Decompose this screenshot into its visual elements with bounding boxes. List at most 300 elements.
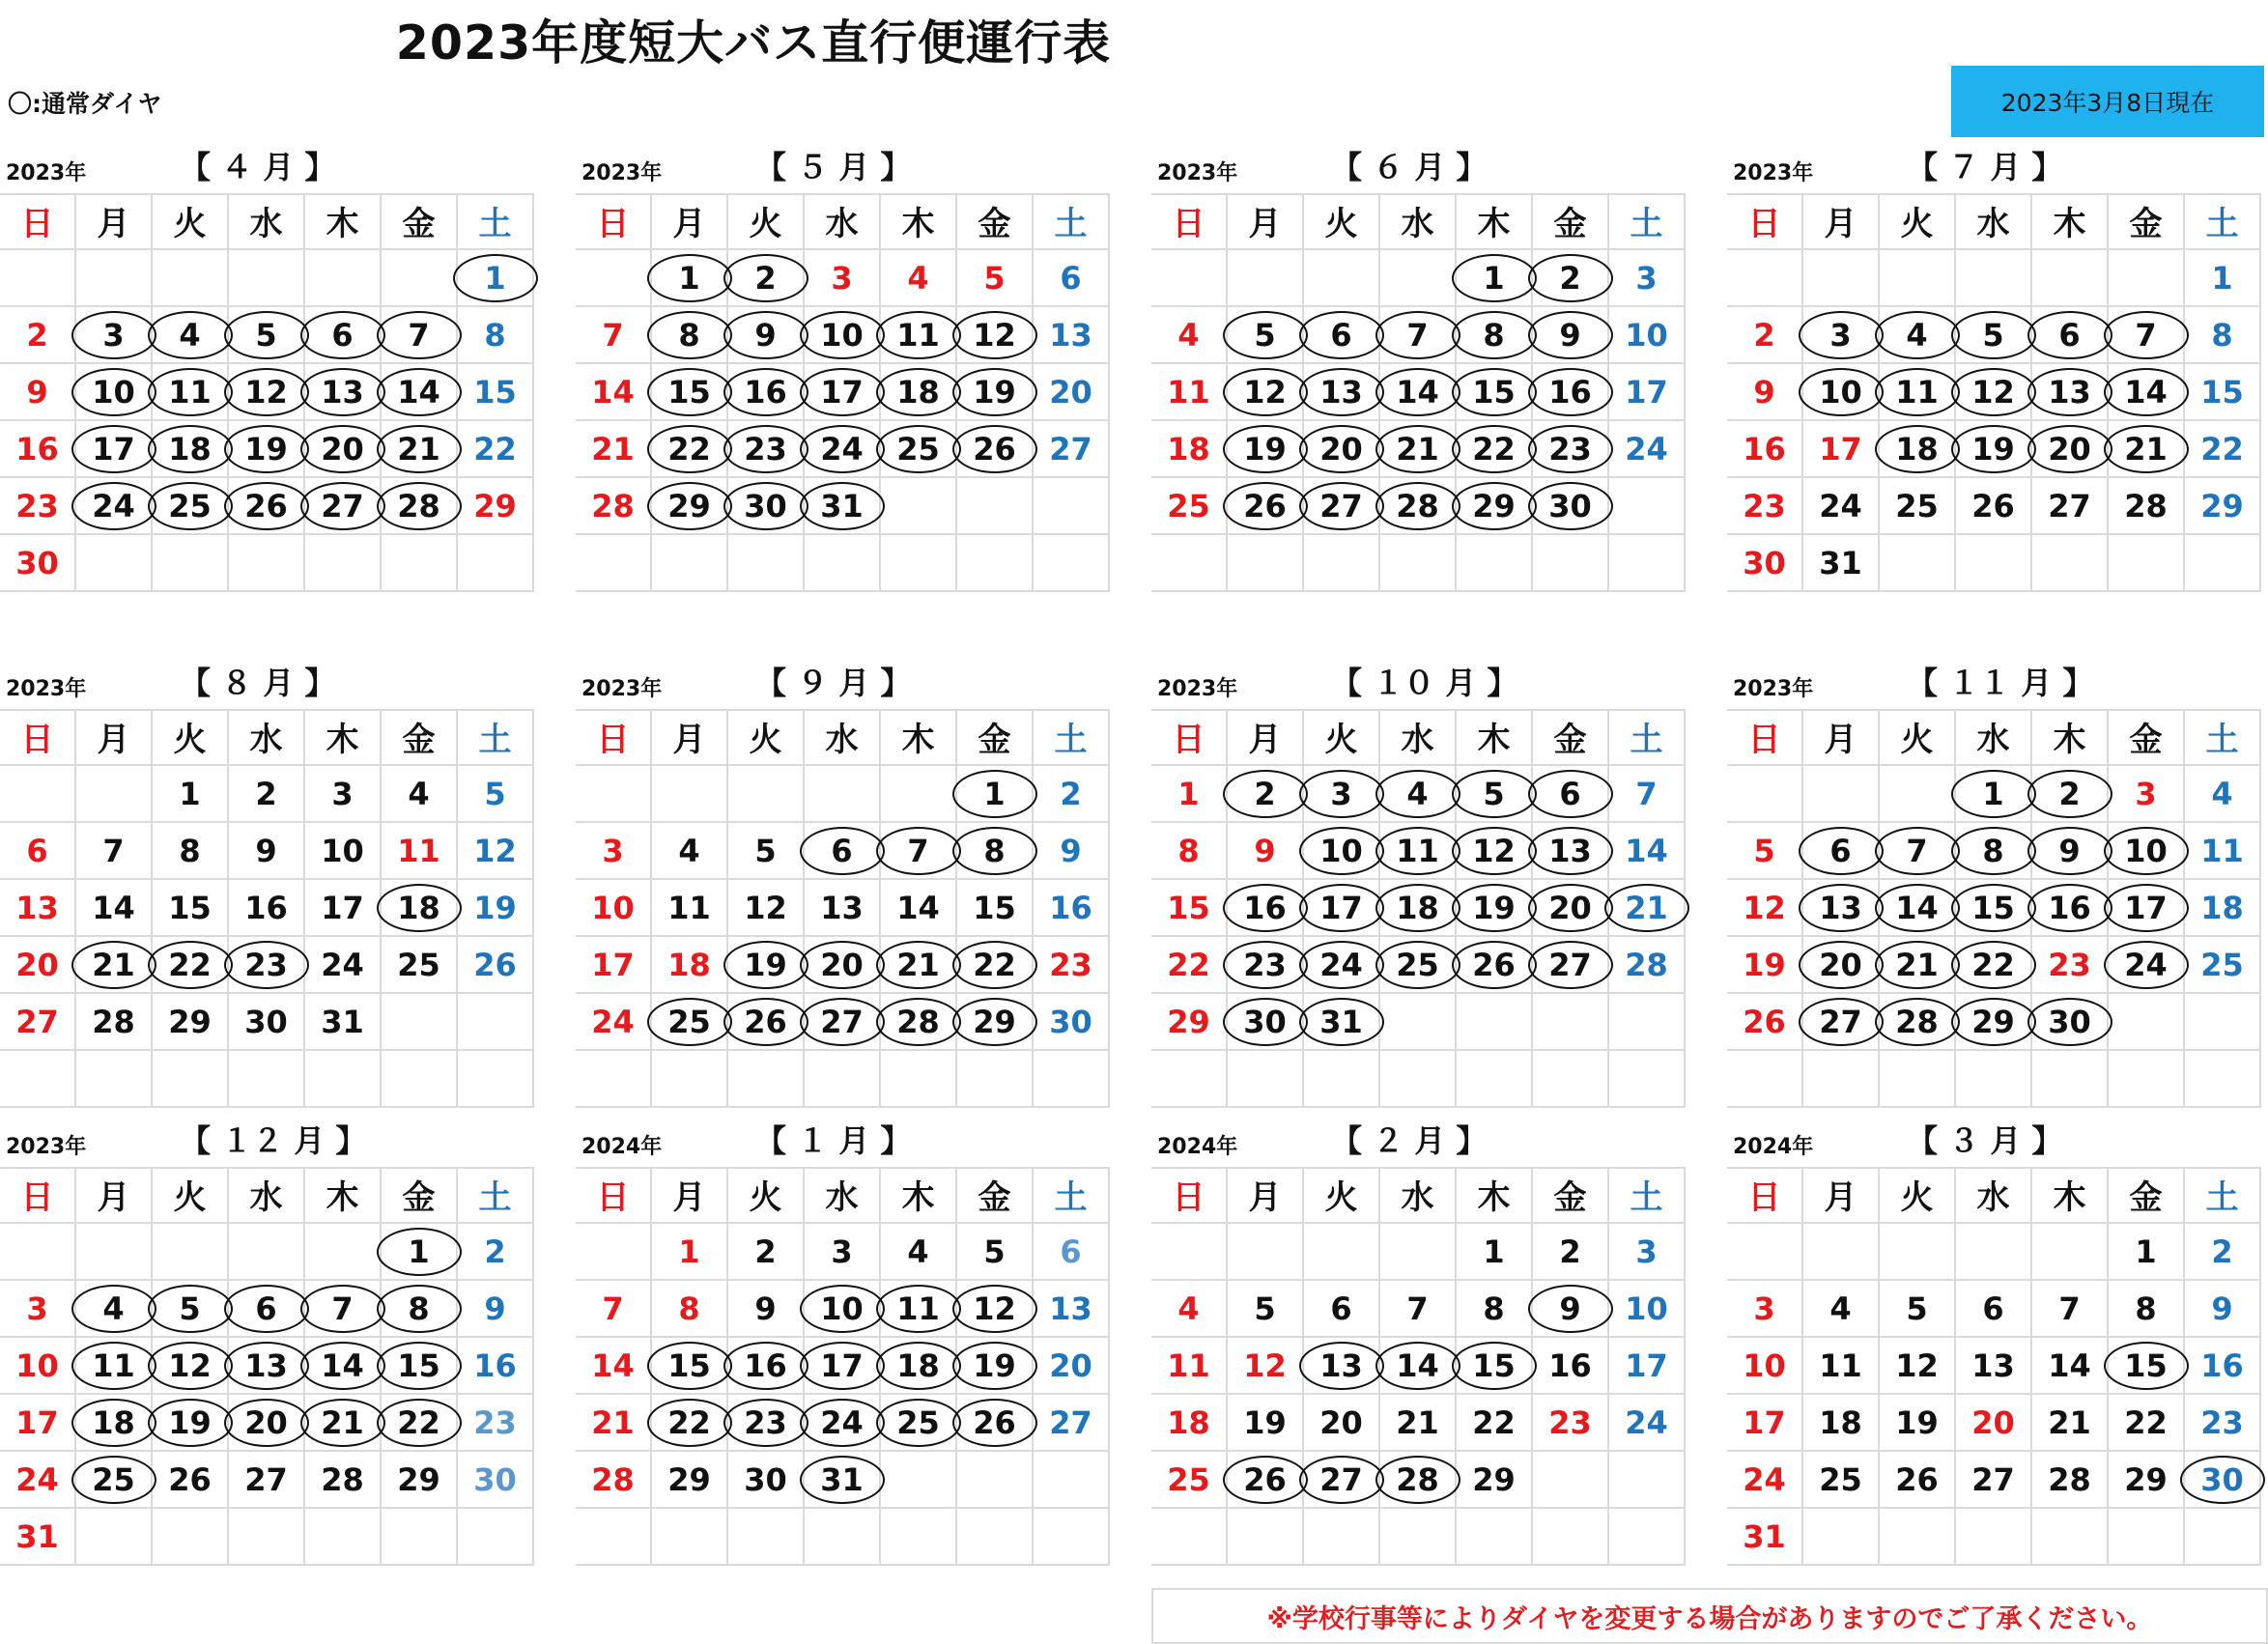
weekday-header: 火 xyxy=(1880,193,1956,250)
day-number: 2 xyxy=(1559,259,1581,297)
day-number: 1 xyxy=(2135,1233,2157,1270)
day-number: 16 xyxy=(744,1346,787,1384)
day-number: 20 xyxy=(1548,889,1592,926)
calendar-day xyxy=(0,823,76,880)
calendar-day xyxy=(1956,1452,2032,1509)
empty-day-cell xyxy=(76,1051,153,1108)
day-number: 18 xyxy=(1396,889,1439,926)
calendar-day xyxy=(1228,1395,1304,1452)
calendar-day xyxy=(1727,1452,1803,1509)
calendar-day xyxy=(576,478,652,535)
calendar-day xyxy=(881,364,957,421)
weekday-header: 月 xyxy=(76,709,153,766)
day-number: 13 xyxy=(321,373,364,411)
day-number: 10 xyxy=(1625,316,1668,354)
day-number: 10 xyxy=(1625,1290,1668,1327)
calendar-day xyxy=(2032,478,2109,535)
weekday-header: 土 xyxy=(1034,193,1110,250)
month-year: 2023年 xyxy=(1157,677,1238,701)
calendar-day xyxy=(1956,307,2032,364)
day-number: 1 xyxy=(408,1233,430,1270)
calendar-day xyxy=(881,1281,957,1338)
empty-day-cell xyxy=(1151,1224,1228,1281)
day-number: 22 xyxy=(1472,430,1516,468)
calendar-day xyxy=(1228,994,1304,1051)
day-number: 15 xyxy=(1472,373,1516,411)
day-number: 25 xyxy=(2200,946,2244,983)
empty-day-cell xyxy=(76,1224,153,1281)
month-day-grid xyxy=(1151,1167,1686,1566)
calendar-day xyxy=(1956,1338,2032,1395)
page-title: 2023年度短大バス直行便運行表 xyxy=(395,15,1112,71)
calendar-day xyxy=(2109,1395,2185,1452)
day-number: 26 xyxy=(1243,487,1287,524)
day-number: 16 xyxy=(473,1346,517,1384)
day-number: 21 xyxy=(591,430,635,468)
weekday-header: 日 xyxy=(0,193,76,250)
day-number: 21 xyxy=(92,946,135,983)
month-year: 2024年 xyxy=(1157,1135,1238,1159)
empty-day-cell xyxy=(458,535,534,592)
day-number: 25 xyxy=(1396,946,1439,983)
weekday-header: 月 xyxy=(76,193,153,250)
day-number: 7 xyxy=(2058,1290,2081,1327)
day-number: 21 xyxy=(591,1403,635,1441)
weekday-header: 水 xyxy=(229,709,305,766)
day-number: 30 xyxy=(1243,1003,1287,1040)
calendar-day xyxy=(1228,364,1304,421)
day-number: 30 xyxy=(244,1003,288,1040)
day-number: 13 xyxy=(1049,316,1092,354)
day-number: 29 xyxy=(397,1460,440,1498)
calendar-day xyxy=(1609,766,1686,823)
calendar-day xyxy=(1228,766,1304,823)
month-year: 2023年 xyxy=(1157,161,1238,185)
day-number: 23 xyxy=(1548,430,1592,468)
day-number: 3 xyxy=(1753,1290,1775,1327)
weekday-header: 金 xyxy=(2109,193,2185,250)
calendar-day xyxy=(1880,1395,1956,1452)
empty-day-cell xyxy=(1727,1224,1803,1281)
day-number: 11 xyxy=(397,832,440,869)
empty-day-cell xyxy=(1880,766,1956,823)
calendar-day xyxy=(576,1281,652,1338)
calendar-day xyxy=(2109,478,2185,535)
calendar-day xyxy=(229,421,305,478)
day-number: 29 xyxy=(667,1460,711,1498)
calendar-day xyxy=(1533,478,1609,535)
calendar-day xyxy=(1151,1452,1228,1509)
month-name: 【 １２ 月 】 xyxy=(180,1122,367,1159)
day-number: 10 xyxy=(2124,832,2168,869)
day-number: 12 xyxy=(973,1290,1016,1327)
calendar-day xyxy=(1803,823,1880,880)
day-number: 27 xyxy=(1819,1003,1862,1040)
day-number: 26 xyxy=(244,487,288,524)
day-number: 15 xyxy=(168,889,212,926)
day-number: 9 xyxy=(1753,373,1775,411)
day-number: 17 xyxy=(321,889,364,926)
empty-day-cell xyxy=(2185,1509,2261,1566)
day-number: 5 xyxy=(1753,832,1775,869)
month-name: 【 ６ 月 】 xyxy=(1331,149,1488,185)
day-number: 1 xyxy=(1177,775,1200,812)
calendar-day xyxy=(76,1395,153,1452)
day-number: 22 xyxy=(1167,946,1210,983)
weekday-header: 月 xyxy=(652,193,728,250)
month-header xyxy=(1151,1109,1686,1169)
calendar-day xyxy=(305,307,382,364)
day-number: 28 xyxy=(397,487,440,524)
empty-day-cell xyxy=(229,1051,305,1108)
day-number: 21 xyxy=(1895,946,1939,983)
calendar-day xyxy=(1880,307,1956,364)
empty-day-cell xyxy=(805,535,881,592)
calendar-day xyxy=(1956,421,2032,478)
calendar-day xyxy=(805,1338,881,1395)
day-number: 15 xyxy=(667,1346,711,1384)
day-number: 15 xyxy=(473,373,517,411)
day-number: 9 xyxy=(2058,832,2081,869)
day-number: 12 xyxy=(973,316,1016,354)
calendar-day xyxy=(1034,1338,1110,1395)
day-number: 22 xyxy=(1971,946,2015,983)
weekday-header: 木 xyxy=(2032,709,2109,766)
day-number: 3 xyxy=(831,259,853,297)
calendar-day xyxy=(728,478,805,535)
month-name: 【 １ 月 】 xyxy=(755,1122,912,1159)
weekday-header: 日 xyxy=(576,1167,652,1224)
empty-day-cell xyxy=(1034,1051,1110,1108)
day-number: 28 xyxy=(2124,487,2168,524)
day-number: 11 xyxy=(1895,373,1939,411)
empty-day-cell xyxy=(1380,535,1457,592)
weekday-header: 火 xyxy=(1880,709,1956,766)
calendar-day xyxy=(76,937,153,994)
calendar-day xyxy=(2032,823,2109,880)
empty-day-cell xyxy=(1380,1509,1457,1566)
empty-day-cell xyxy=(76,1509,153,1566)
empty-day-cell xyxy=(1609,535,1686,592)
calendar-day xyxy=(1727,1281,1803,1338)
day-number: 27 xyxy=(1049,1403,1092,1441)
calendar-day xyxy=(1380,880,1457,937)
day-number: 22 xyxy=(2200,430,2244,468)
calendar-day xyxy=(2185,307,2261,364)
day-number: 11 xyxy=(1167,373,1210,411)
calendar-day xyxy=(229,880,305,937)
day-number: 16 xyxy=(244,889,288,926)
day-number: 5 xyxy=(1982,316,2004,354)
day-number: 28 xyxy=(896,1003,940,1040)
weekday-header: 金 xyxy=(382,709,458,766)
day-number: 8 xyxy=(2135,1290,2157,1327)
day-number: 22 xyxy=(667,430,711,468)
day-number: 20 xyxy=(1049,1346,1092,1384)
day-number: 8 xyxy=(1483,1290,1505,1327)
day-number: 17 xyxy=(1625,373,1668,411)
empty-day-cell xyxy=(2032,1224,2109,1281)
calendar-day xyxy=(805,1224,881,1281)
calendar-day xyxy=(1034,823,1110,880)
day-number: 27 xyxy=(1319,487,1363,524)
day-number: 14 xyxy=(1396,1346,1439,1384)
calendar-day xyxy=(153,307,229,364)
calendar-day xyxy=(0,994,76,1051)
day-number: 11 xyxy=(896,1290,940,1327)
empty-day-cell xyxy=(458,1051,534,1108)
weekday-header: 土 xyxy=(1609,709,1686,766)
calendar-day xyxy=(153,421,229,478)
calendar-day xyxy=(881,880,957,937)
calendar-day xyxy=(728,307,805,364)
calendar-day xyxy=(229,1395,305,1452)
calendar-day xyxy=(1956,994,2032,1051)
day-number: 27 xyxy=(15,1003,59,1040)
calendar-day xyxy=(1880,937,1956,994)
empty-day-cell xyxy=(1380,1051,1457,1108)
day-number: 9 xyxy=(1559,1290,1581,1327)
empty-day-cell xyxy=(652,1509,728,1566)
empty-day-cell xyxy=(1457,1509,1533,1566)
calendar-day xyxy=(2185,823,2261,880)
calendar-day xyxy=(881,250,957,307)
empty-day-cell xyxy=(1457,994,1533,1051)
calendar-day xyxy=(382,766,458,823)
day-number: 5 xyxy=(1906,1290,1928,1327)
weekday-header: 水 xyxy=(805,1167,881,1224)
day-number: 18 xyxy=(896,373,940,411)
calendar-day xyxy=(881,1338,957,1395)
calendar-day xyxy=(2109,823,2185,880)
calendar-day xyxy=(957,880,1034,937)
day-number: 23 xyxy=(1548,1403,1592,1441)
month-header xyxy=(0,1109,534,1169)
month-day-grid xyxy=(1151,709,1686,1108)
day-number: 10 xyxy=(92,373,135,411)
calendar-day xyxy=(1803,1338,1880,1395)
day-number: 14 xyxy=(591,373,635,411)
day-number: 31 xyxy=(1819,544,1862,581)
calendar-day xyxy=(1151,421,1228,478)
day-number: 25 xyxy=(1167,487,1210,524)
calendar-day xyxy=(76,364,153,421)
calendar-day xyxy=(2032,421,2109,478)
month-name: 【 １１ 月 】 xyxy=(1907,665,2094,701)
calendar-day xyxy=(0,364,76,421)
month-day-grid xyxy=(1151,193,1686,592)
calendar-day xyxy=(382,1224,458,1281)
day-number: 23 xyxy=(244,946,288,983)
calendar-day xyxy=(458,364,534,421)
calendar-day xyxy=(1457,307,1533,364)
calendar-day xyxy=(1304,421,1380,478)
day-number: 13 xyxy=(1548,832,1592,869)
day-number: 20 xyxy=(820,946,864,983)
empty-day-cell xyxy=(1533,535,1609,592)
day-number: 29 xyxy=(473,487,517,524)
calendar-day xyxy=(458,823,534,880)
day-number: 15 xyxy=(2200,373,2244,411)
month-calendar xyxy=(1151,1109,1686,1623)
day-number: 15 xyxy=(973,889,1016,926)
empty-day-cell xyxy=(2032,1509,2109,1566)
calendar-day xyxy=(805,937,881,994)
calendar-day xyxy=(76,880,153,937)
day-number: 10 xyxy=(820,1290,864,1327)
empty-day-cell xyxy=(881,478,957,535)
calendar-day xyxy=(1956,364,2032,421)
calendar-day xyxy=(1151,1338,1228,1395)
legend-text: 〇:通常ダイヤ xyxy=(8,90,162,118)
calendar-day xyxy=(1956,1395,2032,1452)
calendar-day xyxy=(1380,478,1457,535)
day-number: 24 xyxy=(1625,1403,1668,1441)
day-number: 3 xyxy=(1330,775,1352,812)
day-number: 1 xyxy=(983,775,1006,812)
calendar-day xyxy=(2032,937,2109,994)
day-number: 7 xyxy=(1906,832,1928,869)
day-number: 19 xyxy=(1472,889,1516,926)
calendar-day xyxy=(0,1281,76,1338)
empty-day-cell xyxy=(1034,1452,1110,1509)
empty-day-cell xyxy=(881,535,957,592)
month-year: 2024年 xyxy=(1733,1135,1814,1159)
calendar-day xyxy=(153,1281,229,1338)
day-number: 21 xyxy=(2048,1403,2091,1441)
day-number: 31 xyxy=(15,1517,59,1555)
calendar-day xyxy=(1727,1395,1803,1452)
weekday-header: 月 xyxy=(1803,709,1880,766)
month-name: 【 ３ 月 】 xyxy=(1907,1122,2063,1159)
calendar-day xyxy=(2185,364,2261,421)
empty-day-cell xyxy=(382,535,458,592)
day-number: 16 xyxy=(1243,889,1287,926)
day-number: 20 xyxy=(1319,430,1363,468)
day-number: 19 xyxy=(168,1403,212,1441)
day-number: 19 xyxy=(473,889,517,926)
calendar-day xyxy=(1609,1224,1686,1281)
calendar-day xyxy=(305,937,382,994)
calendar-day xyxy=(1727,937,1803,994)
day-number: 7 xyxy=(2135,316,2157,354)
day-number: 1 xyxy=(1483,259,1505,297)
calendar-day xyxy=(1880,364,1956,421)
month-day-grid xyxy=(1727,193,2261,592)
month-day-grid xyxy=(0,193,534,592)
day-number: 15 xyxy=(1472,1346,1516,1384)
day-number: 9 xyxy=(754,316,777,354)
empty-day-cell xyxy=(1803,250,1880,307)
day-number: 21 xyxy=(896,946,940,983)
month-calendar xyxy=(576,135,1110,649)
calendar-day xyxy=(652,1281,728,1338)
day-number: 17 xyxy=(1319,889,1363,926)
calendar-day xyxy=(1304,937,1380,994)
calendar-day xyxy=(382,307,458,364)
day-number: 2 xyxy=(1254,775,1276,812)
calendar-day xyxy=(0,421,76,478)
day-number: 4 xyxy=(102,1290,125,1327)
day-number: 7 xyxy=(408,316,430,354)
weekday-header: 火 xyxy=(1880,1167,1956,1224)
day-number: 9 xyxy=(1254,832,1276,869)
calendar-day xyxy=(1727,364,1803,421)
weekday-header: 木 xyxy=(881,1167,957,1224)
calendar-day xyxy=(153,478,229,535)
day-number: 15 xyxy=(1167,889,1210,926)
day-number: 27 xyxy=(1319,1460,1363,1498)
day-number: 17 xyxy=(15,1403,59,1441)
calendar-day xyxy=(153,880,229,937)
empty-day-cell xyxy=(652,1051,728,1108)
day-number: 8 xyxy=(1177,832,1200,869)
empty-day-cell xyxy=(382,994,458,1051)
calendar-day xyxy=(2185,766,2261,823)
day-number: 6 xyxy=(1060,1233,1082,1270)
day-number: 31 xyxy=(321,1003,364,1040)
calendar-day xyxy=(76,1452,153,1509)
day-number: 5 xyxy=(484,775,506,812)
calendar-day xyxy=(1533,364,1609,421)
calendar-day xyxy=(957,250,1034,307)
day-number: 17 xyxy=(820,1346,864,1384)
month-header xyxy=(1151,651,1686,711)
calendar-day xyxy=(1457,937,1533,994)
empty-day-cell xyxy=(576,766,652,823)
weekday-header: 火 xyxy=(153,193,229,250)
calendar-day xyxy=(2185,1338,2261,1395)
calendar-day xyxy=(1457,364,1533,421)
month-name: 【 ２ 月 】 xyxy=(1331,1122,1488,1159)
day-number: 29 xyxy=(2200,487,2244,524)
calendar-day xyxy=(1228,1452,1304,1509)
weekday-header: 日 xyxy=(576,193,652,250)
day-number: 3 xyxy=(2135,775,2157,812)
footer-note: ※学校行事等によりダイヤを変更する場合がありますのでご了承ください。 xyxy=(1151,1588,2268,1644)
calendar-day xyxy=(652,1338,728,1395)
month-calendar xyxy=(576,1109,1110,1623)
empty-day-cell xyxy=(1034,535,1110,592)
day-number: 2 xyxy=(484,1233,506,1270)
month-day-grid xyxy=(0,709,534,1108)
calendar-day xyxy=(1228,478,1304,535)
day-number: 18 xyxy=(1167,430,1210,468)
weekday-header: 土 xyxy=(2185,709,2261,766)
calendar-day xyxy=(2032,1452,2109,1509)
calendar-day xyxy=(1228,937,1304,994)
empty-day-cell xyxy=(2032,535,2109,592)
day-number: 9 xyxy=(26,373,48,411)
day-number: 20 xyxy=(244,1403,288,1441)
weekday-header: 火 xyxy=(1304,709,1380,766)
calendar-day xyxy=(957,1338,1034,1395)
day-number: 20 xyxy=(1971,1403,2015,1441)
calendar-day xyxy=(728,1281,805,1338)
weekday-header: 土 xyxy=(2185,1167,2261,1224)
calendar-day xyxy=(1609,823,1686,880)
empty-day-cell xyxy=(1380,250,1457,307)
empty-day-cell xyxy=(805,1051,881,1108)
empty-day-cell xyxy=(76,766,153,823)
empty-day-cell xyxy=(1609,1452,1686,1509)
day-number: 31 xyxy=(1319,1003,1363,1040)
calendar-day xyxy=(76,421,153,478)
calendar-day xyxy=(1880,1452,1956,1509)
weekday-header: 金 xyxy=(1533,1167,1609,1224)
calendar-day xyxy=(0,1338,76,1395)
day-number: 25 xyxy=(1819,1460,1862,1498)
